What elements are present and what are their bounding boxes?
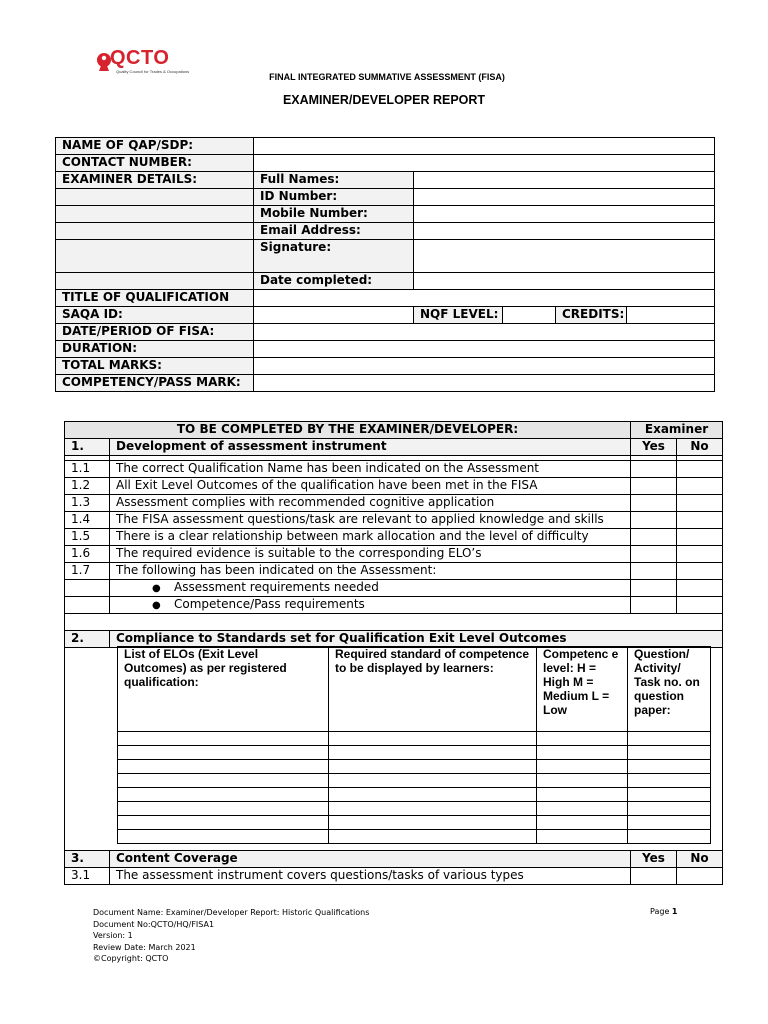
footer-review-date: Review Date: March 2021 — [93, 942, 196, 952]
elo-cell[interactable] — [118, 816, 329, 830]
competence-cell[interactable] — [537, 802, 628, 816]
elo-cell[interactable] — [118, 774, 329, 788]
document-title: EXAMINER/DEVELOPER REPORT — [282, 93, 486, 107]
footer-doc-number: Document No:QCTO/HQ/FISA1 — [93, 919, 215, 929]
saqa-field[interactable] — [254, 307, 414, 324]
item-text: The assessment instrument covers questions/tasks of various types — [110, 868, 631, 885]
question-cell[interactable] — [628, 802, 711, 816]
standard-cell[interactable] — [329, 802, 537, 816]
bullet-icon: ● — [152, 600, 161, 611]
date-fisa-label: DATE/PERIOD OF FISA: — [56, 324, 254, 341]
standard-cell[interactable] — [329, 788, 537, 802]
contact-label: CONTACT NUMBER: — [56, 155, 254, 172]
table-row — [56, 341, 715, 358]
competence-cell[interactable] — [537, 774, 628, 788]
date-fisa-field[interactable] — [254, 324, 715, 341]
mobile-field[interactable] — [414, 206, 715, 223]
section-1-title: Development of assessment instrument — [110, 439, 631, 456]
question-cell[interactable] — [628, 746, 711, 760]
no-header: No — [677, 851, 723, 868]
page-number-value: 1 — [671, 907, 678, 916]
nqf-label: NQF LEVEL: — [414, 307, 503, 324]
name-label: NAME OF QAP/SDP: — [56, 138, 254, 155]
item-number: 1.1 — [65, 461, 110, 478]
yes-checkbox[interactable] — [631, 580, 677, 597]
elo-cell[interactable] — [118, 760, 329, 774]
spacer-row — [65, 614, 723, 631]
item-number: 1.2 — [65, 478, 110, 495]
credits-field[interactable] — [627, 307, 715, 324]
yes-header: Yes — [631, 439, 677, 456]
table-row — [118, 802, 711, 816]
competence-cell[interactable] — [537, 830, 628, 844]
saqa-label: SAQA ID: — [56, 307, 254, 324]
table-row — [56, 290, 715, 307]
pass-mark-label: COMPETENCY/PASS MARK: — [56, 375, 254, 392]
no-checkbox[interactable] — [677, 597, 723, 614]
credits-label: CREDITS: — [556, 307, 627, 324]
item-text: Assessment complies with recommended cognitive application — [110, 495, 631, 512]
pass-mark-field[interactable] — [254, 375, 715, 392]
standard-cell[interactable] — [329, 816, 537, 830]
bullet-text: Competence/Pass requirements — [174, 597, 365, 611]
yes-checkbox[interactable] — [631, 478, 677, 495]
yes-checkbox[interactable] — [631, 495, 677, 512]
table-row — [118, 774, 711, 788]
table-row — [65, 461, 723, 478]
blank-cell — [56, 273, 254, 290]
yes-checkbox[interactable] — [631, 546, 677, 563]
table-row — [56, 172, 715, 189]
section-2-title: Compliance to Standards set for Qualification Exit Level Outcomes — [110, 631, 723, 648]
yes-checkbox[interactable] — [631, 597, 677, 614]
elo-cell[interactable] — [118, 746, 329, 760]
table-row — [65, 614, 723, 631]
table-row — [56, 189, 715, 206]
examiner-header: Examiner — [631, 422, 723, 439]
logo-text: QCTO — [110, 47, 170, 69]
table-row — [65, 546, 723, 563]
details-table — [55, 137, 715, 392]
competence-cell[interactable] — [537, 732, 628, 746]
question-cell[interactable] — [628, 788, 711, 802]
id-number-label: ID Number: — [254, 189, 414, 206]
name-field[interactable] — [254, 138, 715, 155]
page-label: Page — [650, 907, 670, 916]
item-number: 1.6 — [65, 546, 110, 563]
table-row — [56, 273, 715, 290]
table-row — [56, 206, 715, 223]
bullet-item — [110, 597, 631, 614]
table-row — [65, 478, 723, 495]
standard-cell[interactable] — [329, 732, 537, 746]
table-row — [65, 563, 723, 580]
question-cell[interactable] — [628, 774, 711, 788]
table-row — [56, 240, 715, 273]
table-row — [56, 324, 715, 341]
no-checkbox[interactable] — [677, 495, 723, 512]
table-row — [118, 816, 711, 830]
yes-checkbox[interactable] — [631, 868, 677, 885]
signature-field[interactable] — [414, 240, 715, 273]
table-row — [56, 138, 715, 155]
item-number: 1.4 — [65, 512, 110, 529]
competence-column-header: Competenc e level: H = High M = Medium L = Low — [537, 647, 628, 732]
blank-cell — [56, 206, 254, 223]
email-field[interactable] — [414, 223, 715, 240]
elo-table — [117, 646, 711, 844]
section-1-number: 1. — [65, 439, 110, 456]
checklist-header: TO BE COMPLETED BY THE EXAMINER/DEVELOPER: — [65, 422, 631, 439]
question-cell[interactable] — [628, 760, 711, 774]
elo-cell[interactable] — [118, 802, 329, 816]
section-3-number: 3. — [65, 851, 110, 868]
yes-checkbox[interactable] — [631, 512, 677, 529]
title-qualification-label: TITLE OF QUALIFICATION — [56, 290, 254, 307]
table-row — [65, 529, 723, 546]
item-number: 1.5 — [65, 529, 110, 546]
bullet-item — [110, 580, 631, 597]
table-row — [56, 307, 715, 324]
bullet-icon: ● — [152, 583, 161, 594]
blank-cell — [56, 189, 254, 206]
no-checkbox[interactable] — [677, 563, 723, 580]
nqf-field[interactable] — [503, 307, 556, 324]
table-row — [118, 830, 711, 844]
no-checkbox[interactable] — [677, 461, 723, 478]
no-checkbox[interactable] — [677, 512, 723, 529]
id-number-field[interactable] — [414, 189, 715, 206]
standard-column-header: Required standard of competence to be displayed by learners: — [329, 647, 537, 732]
item-text: The FISA assessment questions/task are relevant to applied knowledge and skills — [110, 512, 631, 529]
examiner-label: EXAMINER DETAILS: — [56, 172, 254, 189]
item-text: There is a clear relationship between mark allocation and the level of difficulty — [110, 529, 631, 546]
document-subtitle: FINAL INTEGRATED SUMMATIVE ASSESSMENT (FISA) — [269, 72, 505, 82]
table-row — [65, 495, 723, 512]
date-completed-label: Date completed: — [254, 273, 414, 290]
page-number — [650, 907, 678, 916]
document-footer — [93, 907, 369, 965]
yes-header: Yes — [631, 851, 677, 868]
item-number: 1.7 — [65, 563, 110, 580]
item-text: The correct Qualification Name has been indicated on the Assessment — [110, 461, 631, 478]
full-names-label: Full Names: — [254, 172, 414, 189]
table-row — [56, 155, 715, 172]
section-2-number: 2. — [65, 631, 110, 648]
duration-field[interactable] — [254, 341, 715, 358]
table-row — [118, 788, 711, 802]
yes-checkbox[interactable] — [631, 563, 677, 580]
full-names-field[interactable] — [414, 172, 715, 189]
table-row — [65, 439, 723, 456]
table-row — [118, 760, 711, 774]
signature-label: Signature: — [254, 240, 414, 273]
item-text: The required evidence is suitable to the corresponding ELO’s — [110, 546, 631, 563]
table-row — [65, 851, 723, 868]
item-text: All Exit Level Outcomes of the qualification have been met in the FISA — [110, 478, 631, 495]
elo-cell[interactable] — [118, 788, 329, 802]
email-label: Email Address: — [254, 223, 414, 240]
duration-label: DURATION: — [56, 341, 254, 358]
standard-cell[interactable] — [329, 746, 537, 760]
elo-cell[interactable] — [118, 732, 329, 746]
table-row — [56, 358, 715, 375]
mobile-label: Mobile Number: — [254, 206, 414, 223]
table-row — [65, 631, 723, 648]
item-number: 3.1 — [65, 868, 110, 885]
section-3-title: Content Coverage — [110, 851, 631, 868]
question-column-header: Question/ Activity/ Task no. on question paper: — [628, 647, 711, 732]
elo-cell[interactable] — [118, 830, 329, 844]
no-checkbox[interactable] — [677, 546, 723, 563]
total-marks-label: TOTAL MARKS: — [56, 358, 254, 375]
standard-cell[interactable] — [329, 774, 537, 788]
no-header: No — [677, 439, 723, 456]
no-checkbox[interactable] — [677, 478, 723, 495]
table-row — [65, 597, 723, 614]
table-row — [118, 647, 711, 732]
contact-field[interactable] — [254, 155, 715, 172]
question-cell[interactable] — [628, 830, 711, 844]
item-text: The following has been indicated on the Assessment: — [110, 563, 631, 580]
table-row — [65, 868, 723, 885]
item-number: 1.3 — [65, 495, 110, 512]
table-row — [118, 746, 711, 760]
no-checkbox[interactable] — [677, 580, 723, 597]
competence-cell[interactable] — [537, 760, 628, 774]
footer-copyright: ©Copyright: QCTO — [93, 954, 169, 963]
blank-cell — [65, 597, 110, 614]
no-checkbox[interactable] — [677, 529, 723, 546]
footer-version: Version: 1 — [93, 931, 133, 940]
standard-cell[interactable] — [329, 760, 537, 774]
competence-cell[interactable] — [537, 816, 628, 830]
title-qualification-field[interactable] — [254, 290, 715, 307]
blank-cell — [65, 580, 110, 597]
blank-cell — [56, 223, 254, 240]
logo-tagline: Quality Council for Trades & Occupations — [116, 69, 190, 74]
table-row — [65, 512, 723, 529]
elo-column-header: List of ELOs (Exit Level Outcomes) as per registered qualification: — [118, 647, 329, 732]
competence-cell[interactable] — [537, 746, 628, 760]
no-checkbox[interactable] — [677, 868, 723, 885]
table-row — [56, 375, 715, 392]
total-marks-field[interactable] — [254, 358, 715, 375]
yes-checkbox[interactable] — [631, 529, 677, 546]
footer-doc-name: Document Name: Examiner/Developer Report: Historic Qualifications — [93, 908, 370, 917]
table-row — [65, 422, 723, 439]
yes-checkbox[interactable] — [631, 461, 677, 478]
competence-cell[interactable] — [537, 788, 628, 802]
standard-cell[interactable] — [329, 830, 537, 844]
bullet-text: Assessment requirements needed — [174, 580, 379, 594]
question-cell[interactable] — [628, 816, 711, 830]
table-row — [56, 223, 715, 240]
question-cell[interactable] — [628, 732, 711, 746]
table-row — [65, 580, 723, 597]
date-completed-field[interactable] — [414, 273, 715, 290]
table-row — [118, 732, 711, 746]
blank-cell — [56, 240, 254, 273]
